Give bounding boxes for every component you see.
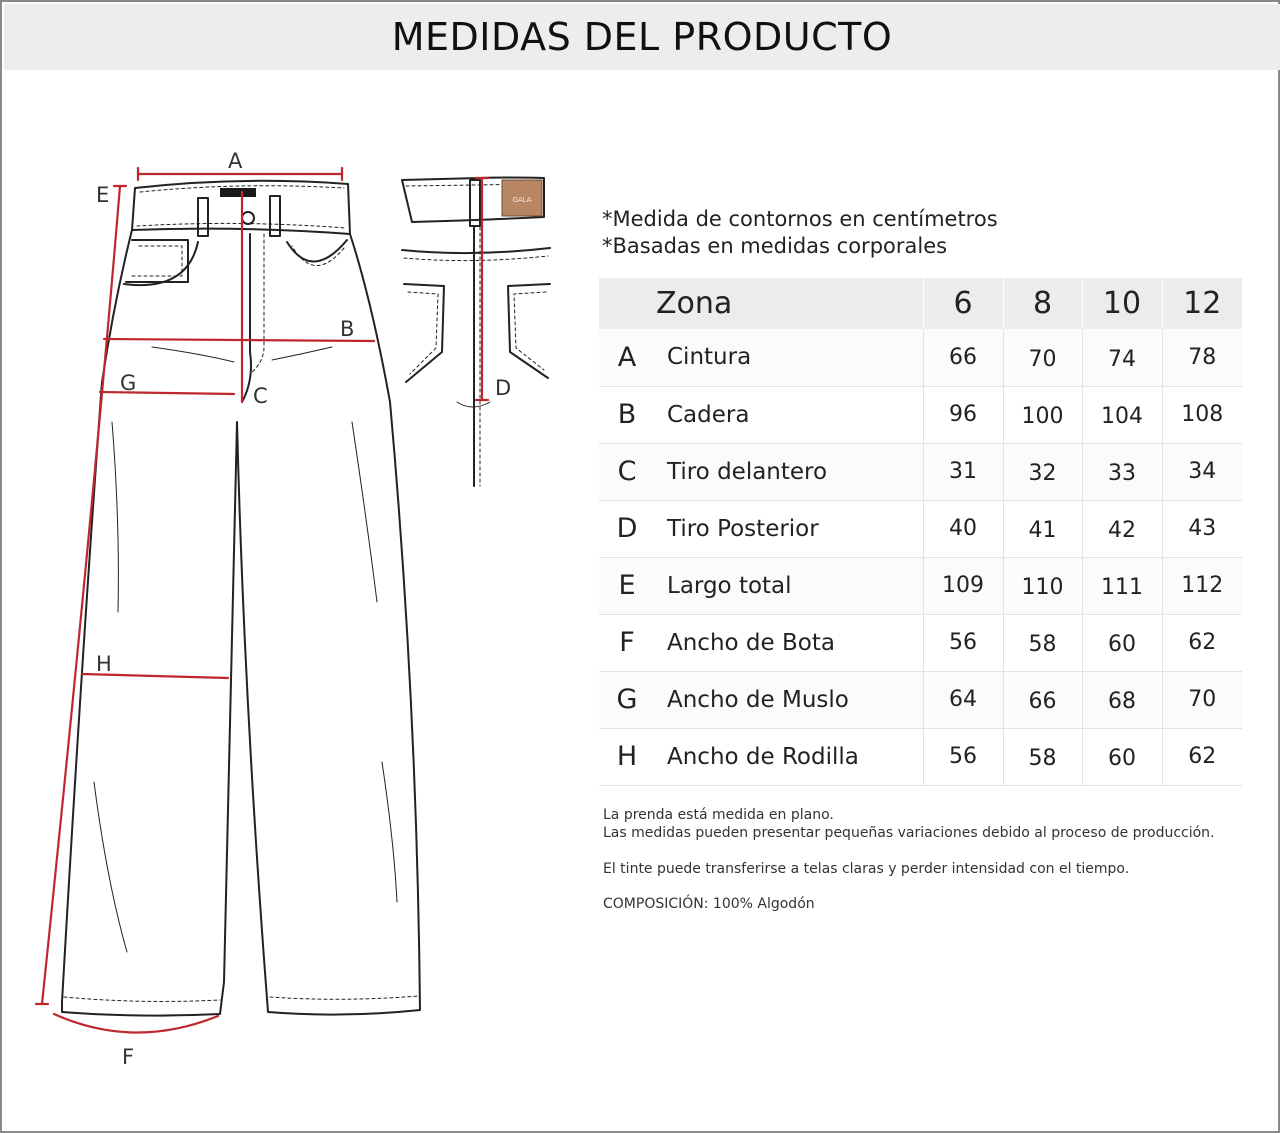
row-letter: F	[619, 627, 635, 658]
row-value: 111	[1082, 557, 1162, 614]
row-letter: B	[617, 399, 637, 430]
row-value: 109	[923, 557, 1003, 614]
row-value: 96	[923, 386, 1003, 443]
row-value: 56	[923, 728, 1003, 785]
row-value: 40	[923, 500, 1003, 557]
header-zona: Zona	[656, 286, 733, 321]
row-value: 32	[1003, 443, 1082, 500]
label-c: C	[253, 384, 268, 408]
row-value: 41	[1003, 500, 1082, 557]
header-size-8: 8	[1003, 278, 1082, 329]
measure-line-f	[54, 1014, 218, 1033]
row-value: 60	[1082, 728, 1162, 785]
back-pocket-left	[404, 284, 444, 382]
footnote-composition: COMPOSICIÓN: 100% Algodón	[603, 896, 815, 912]
label-e: E	[96, 183, 110, 207]
label-d: D	[495, 376, 512, 400]
row-zone: Tiro delantero	[667, 458, 828, 485]
row-value: 100	[1003, 386, 1082, 443]
row-value: 58	[1003, 614, 1082, 671]
label-g: G	[120, 371, 137, 395]
row-letter: D	[616, 513, 638, 544]
size-table	[599, 278, 1242, 786]
table-row	[599, 386, 1242, 443]
table-row	[599, 557, 1242, 614]
row-zone: Cadera	[667, 401, 750, 428]
header-size-6: 6	[923, 278, 1003, 329]
page-title: MEDIDAS DEL PRODUCTO	[391, 15, 893, 59]
row-value: 104	[1082, 386, 1162, 443]
row-value: 70	[1162, 671, 1242, 728]
row-value: 68	[1082, 671, 1162, 728]
label-h: H	[96, 652, 112, 676]
row-zone: Ancho de Bota	[667, 629, 835, 656]
row-letter: G	[616, 684, 638, 715]
row-zone: Ancho de Muslo	[667, 686, 849, 713]
table-row	[599, 329, 1242, 386]
row-value: 43	[1162, 500, 1242, 557]
row-value: 31	[923, 443, 1003, 500]
row-zone: Tiro Posterior	[667, 515, 819, 542]
row-value: 34	[1162, 443, 1242, 500]
brand-tag-text: GALA	[512, 196, 532, 204]
row-value: 62	[1162, 728, 1242, 785]
row-value: 70	[1003, 329, 1082, 386]
row-value: 64	[923, 671, 1003, 728]
row-letter: H	[616, 741, 638, 772]
row-zone: Cintura	[667, 344, 752, 371]
measure-line-b	[104, 339, 374, 341]
row-value: 33	[1082, 443, 1162, 500]
table-row	[599, 500, 1242, 557]
row-value: 56	[923, 614, 1003, 671]
row-zone: Largo total	[667, 572, 792, 599]
row-value: 110	[1003, 557, 1082, 614]
garment-diagram	[2, 142, 602, 1082]
table-header-row	[599, 278, 1242, 329]
row-letter: C	[617, 456, 637, 487]
row-value: 66	[923, 329, 1003, 386]
row-zone: Ancho de Rodilla	[667, 743, 859, 770]
label-b: B	[340, 317, 355, 341]
row-value: 58	[1003, 728, 1082, 785]
footnote-variations: Las medidas pueden presentar pequeñas variaciones debido al proceso de producción.	[603, 825, 1215, 841]
row-value: 108	[1162, 386, 1242, 443]
row-letter: E	[618, 570, 636, 601]
row-value: 62	[1162, 614, 1242, 671]
row-value: 66	[1003, 671, 1082, 728]
row-value: 74	[1082, 329, 1162, 386]
measure-line-e	[42, 186, 120, 1004]
row-value: 42	[1082, 500, 1162, 557]
label-f: F	[122, 1045, 135, 1069]
footnote-dye: El tinte puede transferirse a telas claras y perder intensidad con el tiempo.	[603, 861, 1130, 877]
table-row	[599, 728, 1242, 785]
row-value: 60	[1082, 614, 1162, 671]
header-size-12: 12	[1162, 278, 1242, 329]
note-body-measures: *Basadas en medidas corporales	[602, 234, 948, 258]
size-table-container	[599, 278, 1242, 788]
row-letter: A	[617, 341, 637, 373]
header-bar	[4, 4, 1280, 70]
label-a: A	[228, 149, 243, 173]
row-value: 112	[1162, 557, 1242, 614]
table-row	[599, 614, 1242, 671]
table-row	[599, 671, 1242, 728]
row-value: 78	[1162, 329, 1242, 386]
table-row	[599, 443, 1242, 500]
header-size-10: 10	[1082, 278, 1162, 329]
note-contours: *Medida de contornos en centímetros	[602, 207, 998, 231]
footnote-flat-measure: La prenda está medida en plano.	[603, 807, 834, 823]
button-icon	[242, 212, 254, 224]
